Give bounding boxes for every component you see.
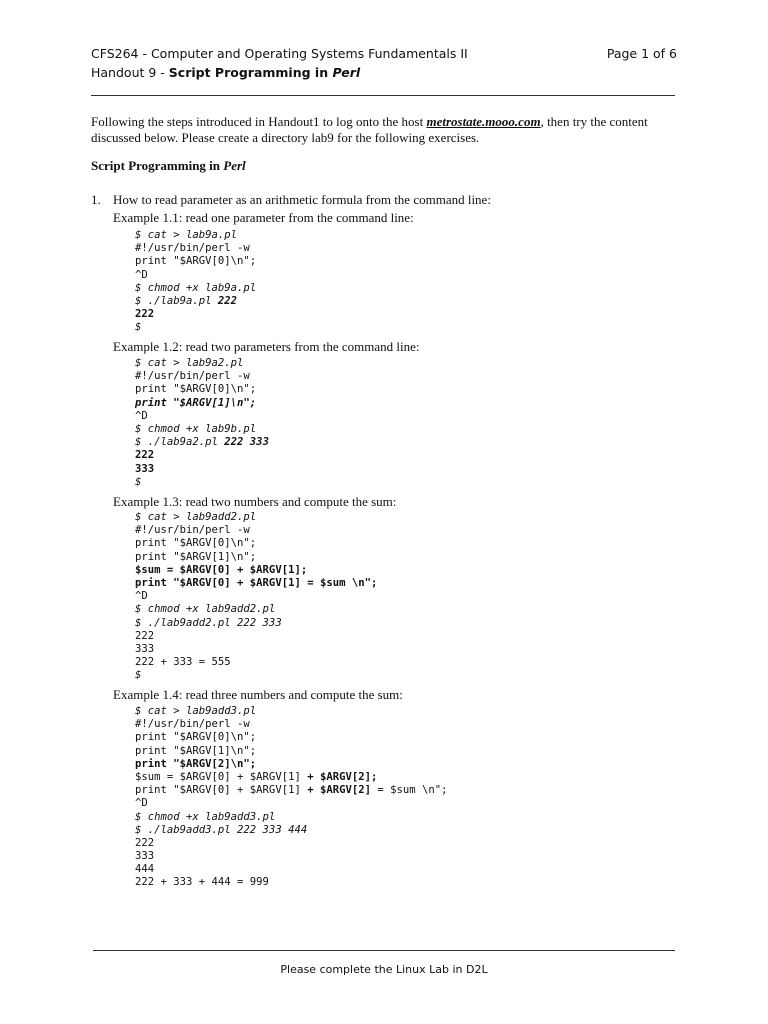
page-number: Page 1 of 6 (606, 46, 677, 61)
intro-paragraph (91, 114, 681, 146)
code-line (135, 282, 256, 295)
code-line (135, 850, 448, 863)
code-line (135, 876, 448, 889)
code-segment: #!/usr/bin/perl -w (135, 718, 250, 731)
code-line (135, 643, 377, 656)
code-line (135, 577, 377, 590)
code-line (135, 718, 448, 731)
code-segment: 444 (135, 863, 155, 876)
code-line (135, 410, 269, 423)
code-line (135, 705, 448, 718)
intro-after: , then try the content discussed below. Please create a directory lab9 for the following exercises. (91, 114, 648, 145)
example-1-2-title: Example 1.2: read two parameters from the command line: (113, 339, 420, 354)
code-line (135, 524, 377, 537)
code-segment: #!/usr/bin/perl -w (135, 524, 250, 537)
code-segment: 222 (135, 308, 155, 321)
list-number: 1. (91, 192, 101, 207)
code-line (135, 269, 256, 282)
example-1-3-title: Example 1.3: read two numbers and compute the sum: (113, 494, 397, 509)
code-block-1-1 (135, 229, 256, 335)
code-segment: 222 (135, 836, 155, 849)
code-line (135, 397, 269, 410)
code-segment: $ chmod +x lab9b.pl (135, 422, 257, 435)
code-line (135, 551, 377, 564)
code-segment: ^D (135, 590, 148, 603)
intro-before: Following the steps introduced in Handout1 to log onto the host (91, 114, 427, 129)
code-segment: + $ARGV[2] (307, 784, 371, 797)
code-segment: 222 (135, 449, 155, 462)
code-segment: 222 (217, 294, 238, 307)
header-course-line (91, 46, 677, 61)
code-line (135, 837, 448, 850)
code-line (135, 295, 256, 308)
code-line (135, 229, 256, 242)
code-segment: = $sum \n"; (371, 784, 448, 797)
code-line (135, 370, 269, 383)
code-segment: print "$ARGV[0]\n"; (135, 537, 257, 550)
code-segment: print "$ARGV[0] + $ARGV[1] (135, 784, 308, 797)
code-line (135, 771, 448, 784)
code-segment: $ cat > lab9a2.pl (135, 357, 244, 369)
code-segment: + $ARGV[2]; (307, 770, 378, 783)
code-segment: print "$ARGV[0]\n"; (135, 383, 257, 396)
code-segment: #!/usr/bin/perl -w (135, 242, 250, 255)
code-line (135, 476, 269, 489)
code-segment: $ (135, 475, 142, 488)
code-segment: 222 + 333 = 555 (135, 656, 231, 669)
code-line (135, 255, 256, 268)
code-segment: $sum = $ARGV[0] + $ARGV[1]; (135, 563, 308, 576)
example-1-1-title: Example 1.1: read one parameter from the command line: (113, 210, 414, 225)
code-segment: $ ./lab9a2.pl (135, 436, 225, 449)
code-segment: print "$ARGV[1]\n"; (135, 396, 257, 409)
code-segment: 333 (135, 850, 155, 863)
code-line (135, 603, 377, 616)
code-line (135, 436, 269, 449)
course-title: CFS264 - Computer and Operating Systems Fundamentals II (91, 46, 468, 61)
code-segment: 222 + 333 + 444 = 999 (135, 876, 269, 889)
code-segment: $ (135, 669, 142, 682)
code-segment: print "$ARGV[0]\n"; (135, 255, 257, 268)
code-segment: print "$ARGV[2]\n"; (135, 757, 257, 770)
code-segment: $ cat > lab9add2.pl (135, 511, 257, 523)
code-line (135, 745, 448, 758)
code-line (135, 669, 377, 682)
code-segment: $ ./lab9add2.pl 222 333 (135, 616, 282, 629)
code-line (135, 656, 377, 669)
code-line (135, 758, 448, 771)
footer-note: Please complete the Linux Lab in D2L (280, 963, 488, 976)
code-segment: $ chmod +x lab9add2.pl (135, 603, 276, 616)
code-line (135, 797, 448, 810)
section-heading (91, 158, 246, 174)
code-line (135, 617, 377, 630)
handout-lang: Perl (332, 65, 361, 80)
code-line (135, 463, 269, 476)
code-line (135, 731, 448, 744)
section-title: Script Programming in (91, 158, 224, 173)
code-line (135, 784, 448, 797)
code-segment: print "$ARGV[0] + $ARGV[1] = $sum \n"; (135, 576, 378, 589)
code-line (135, 537, 377, 550)
list-item-text: How to read parameter as an arithmetic formula from the command line: (113, 192, 491, 207)
code-line (135, 449, 269, 462)
code-block-1-4 (135, 705, 448, 890)
code-line (135, 630, 377, 643)
code-segment: 222 (135, 629, 155, 642)
code-line (135, 357, 269, 370)
code-line (135, 590, 377, 603)
list-item-1 (91, 192, 491, 208)
host-link[interactable]: metrostate.mooo.com (426, 114, 541, 129)
code-segment: print "$ARGV[0]\n"; (135, 731, 257, 744)
header-rule (91, 95, 675, 96)
code-segment: print "$ARGV[1]\n"; (135, 744, 257, 757)
footer-rule (93, 950, 675, 951)
code-line (135, 824, 448, 837)
code-segment: $ cat > lab9a.pl (135, 229, 238, 241)
header-handout-line (91, 65, 677, 80)
code-line (135, 383, 269, 396)
code-segment: ^D (135, 409, 148, 422)
code-block-1-3 (135, 511, 377, 682)
code-segment: $sum = $ARGV[0] + $ARGV[1] (135, 770, 308, 783)
code-line (135, 321, 256, 334)
code-segment: ^D (135, 797, 148, 810)
code-segment: 333 (135, 462, 155, 475)
code-line (135, 423, 269, 436)
code-line (135, 863, 448, 876)
code-segment: print "$ARGV[1]\n"; (135, 550, 257, 563)
code-line (135, 564, 377, 577)
section-lang: Perl (223, 158, 246, 173)
code-segment: $ ./lab9add3.pl 222 333 444 (135, 823, 308, 836)
example-1-4-title: Example 1.4: read three numbers and compute the sum: (113, 687, 403, 702)
code-line (135, 511, 377, 524)
handout-prefix: Handout 9 - (91, 65, 169, 80)
code-segment: ^D (135, 268, 148, 281)
code-line (135, 242, 256, 255)
code-segment: 333 (135, 642, 155, 655)
code-line (135, 811, 448, 824)
code-segment: $ (135, 321, 142, 334)
code-segment: $ chmod +x lab9a.pl (135, 281, 257, 294)
code-segment: $ chmod +x lab9add3.pl (135, 810, 276, 823)
code-line (135, 308, 256, 321)
code-segment: $ cat > lab9add3.pl (135, 705, 257, 717)
code-segment: $ ./lab9a.pl (135, 294, 218, 307)
code-segment: 222 333 (224, 436, 269, 449)
code-block-1-2 (135, 357, 269, 489)
handout-title: Script Programming in (168, 65, 333, 80)
code-segment: #!/usr/bin/perl -w (135, 370, 250, 383)
